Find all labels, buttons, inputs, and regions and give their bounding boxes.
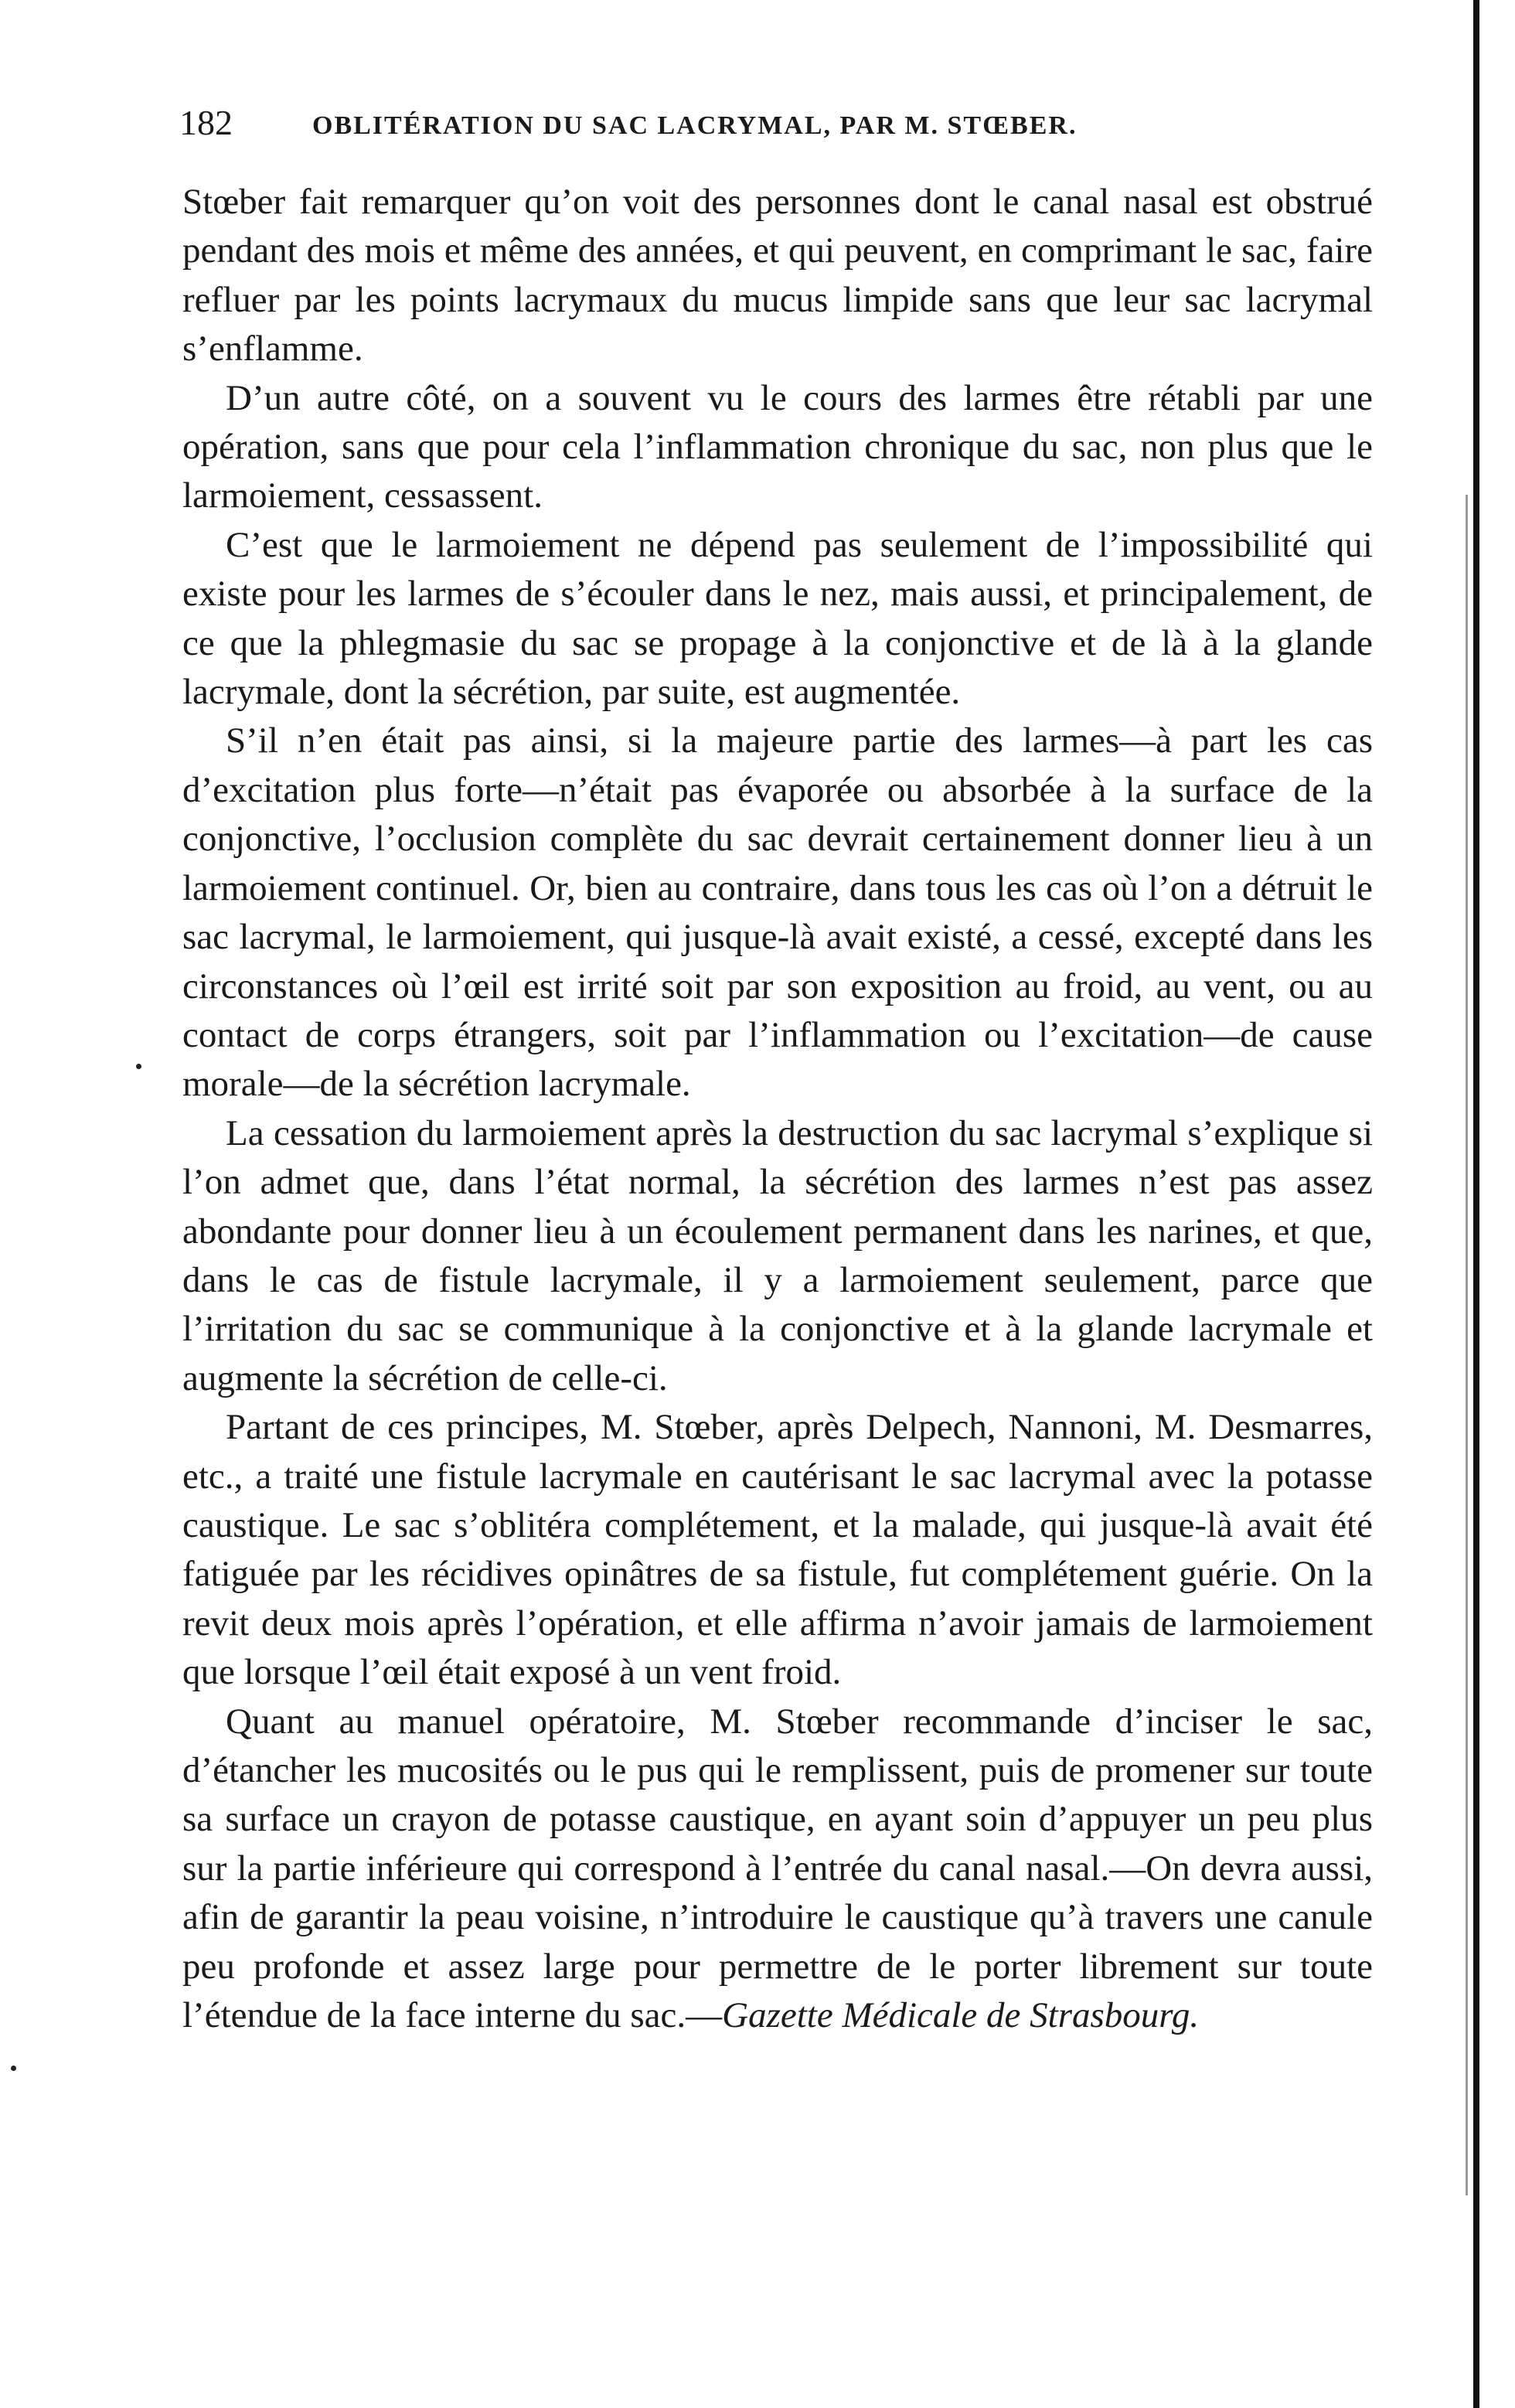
paragraph-final	[182, 1698, 1373, 2041]
source-citation: Gazette Médicale de Strasbourg.	[722, 1995, 1200, 2036]
paragraph: S’il n’en était pas ainsi, si la majeure partie des larmes—à part les cas d’excitation plus forte—n’était pas évaporée ou absorbée à la surface de la conjonctive, l’occlusion complète du sac devrait certainement donner lieu à un larmoiement continuel. Or, bien au contraire, dans tous les cas où l’on a détruit le sac lacrymal, le larmoiement, qui jusque-là avait existé, a cessé, excepté dans les circonstances où l’œil est irrité soit par son exposition au froid, au vent, ou au contact de corps étrangers, soit par l’inflammation ou l’excitation—de cause morale—de la sécrétion lacrymale.	[182, 720, 1373, 1105]
paragraph: Stœber fait remarquer qu’on voit des personnes dont le canal nasal est obstrué pendant des mois et même des années, et qui peuvent, en comprimant le sac, faire refluer par les points lacrymaux du mucus limpide sans que leur sac lacrymal s’enflamme.	[182, 182, 1373, 370]
margin-speck	[136, 1064, 141, 1069]
margin-speck	[11, 2066, 16, 2071]
page-edge-rule	[1473, 0, 1479, 2408]
paragraph: Partant de ces principes, M. Stœber, après Delpech, Nannoni, M. Desmarres, etc., a traité une fistule lacrymale en cautérisant le sac lacrymal avec la potasse caustique. Le sac s’oblitéra complétement, et la malade, qui jusque-là avait été fatiguée par les récidives opinâtres de sa fistule, fut complétement guérie. On la revit deux mois après l’opération, et elle affirma n’avoir jamais de larmoiement que lorsque l’œil était exposé à un vent froid.	[182, 1407, 1373, 1693]
paragraph: D’un autre côté, on a souvent vu le cours des larmes être rétabli par une opération, sans que pour cela l’inflammation chronique du sac, non plus que le larmoiement, cessassent.	[182, 377, 1373, 516]
page-header	[179, 96, 1385, 150]
paragraph: C’est que le larmoiement ne dépend pas seulement de l’impossibilité qui existe pour les larmes de s’écouler dans le nez, mais aussi, et principalement, de ce que la phlegmasie du sac se propage à la conjonctive et de là à la glande lacrymale, dont la sécrétion, par suite, est augmentée.	[182, 524, 1373, 713]
body-text	[182, 178, 1373, 2040]
paragraph: La cessation du larmoiement après la destruction du sac lacrymal s’explique si l’on admet que, dans l’état normal, la sécrétion des larmes n’est pas assez abondante pour donner lieu à un écoulement permanent dans les narines, et que, dans le cas de fistule lacrymale, il y a larmoiement seulement, parce que l’irritation du sac se communique à la conjonctive et à la glande lacrymale et augmente la sécrétion de celle-ci.	[182, 1112, 1373, 1398]
running-head: OBLITÉRATION DU SAC LACRYMAL, PAR M. STŒBER.	[312, 111, 1078, 140]
page-edge-shadow	[1466, 495, 1468, 2195]
page-number: 182	[179, 103, 233, 142]
paragraph-final-text: Quant au manuel opératoire, M. Stœber recommande d’inciser le sac, d’étancher les mucosités ou le pus qui le remplissent, puis de promener sur toute sa surface un crayon de potasse caustique, en ayant soin d’appuyer un peu plus sur la partie inférieure qui correspond à l’entrée du canal nasal.—On devra aussi, afin de garantir la peau voisine, n’introduire le caustique qu’à travers une canule peu profonde et assez large pour permettre de le porter librement sur toute l’étendue de la face interne du sac.—	[182, 1701, 1373, 2036]
